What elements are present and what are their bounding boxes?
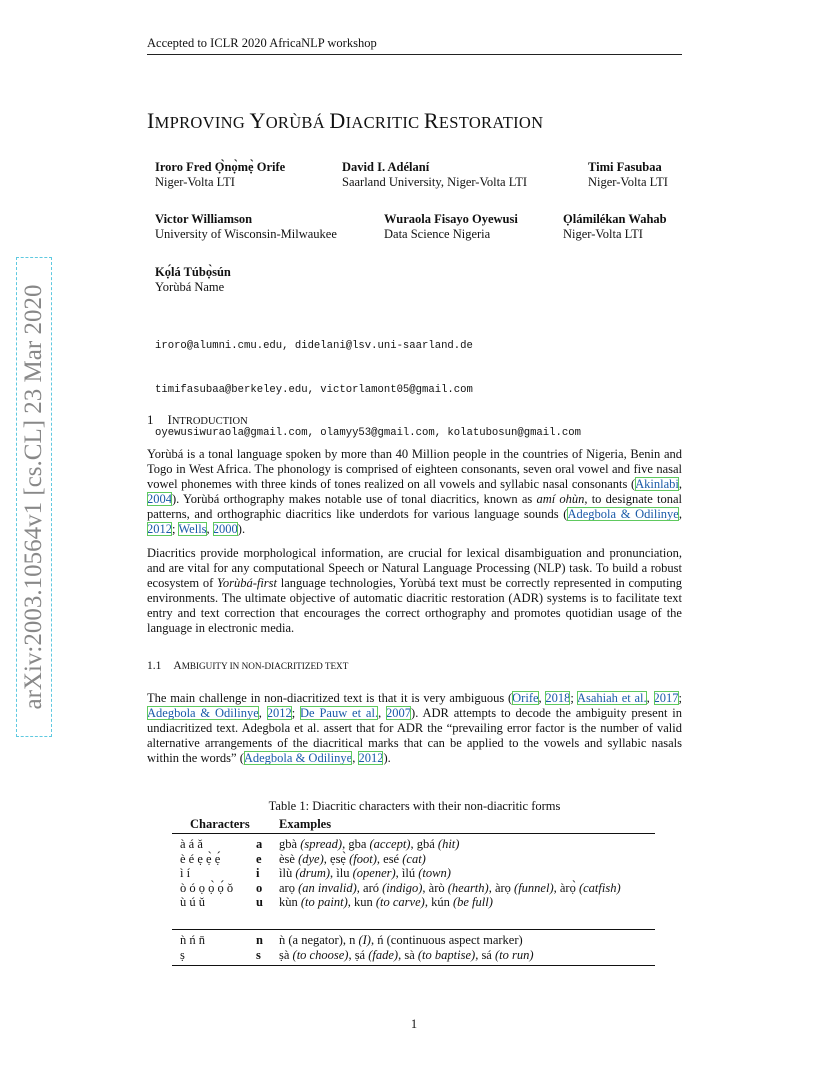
- citation-link[interactable]: Adegbola & Odilinye: [567, 506, 679, 521]
- diacritic-characters: à á ǎ: [180, 837, 203, 851]
- author-name: David I. Adélaní: [342, 160, 430, 174]
- table-rule-mid: [172, 929, 655, 930]
- author-block: [342, 160, 527, 190]
- base-character: s: [256, 947, 261, 962]
- table-row: [180, 933, 660, 948]
- paragraph-intro-1: Yorùbá is a tonal language spoken by more than 40 Million people in the countries of Nigeria, Benin and Togo in West Africa. The phonology is comprised of eighteen consonants, seven oral vowel and five nasal vowel phonemes with three kinds of tones realized on all vowels and syllabic nasal consonants (Akinlabi, 2004). Yorùbá orthography makes notable use of tonal diacritics, known as amí ohùn, to designate tonal patterns, and orthographic diacritics like underdots for various language sounds (Adegbola & Odilinye, 2012; Wells, 2000).: [147, 447, 683, 536]
- author-affiliation: Yorùbá Name: [155, 280, 225, 294]
- author-affiliation: Niger-Volta LTI: [588, 175, 668, 189]
- citation-link[interactable]: Adegbola & Odilinye: [243, 750, 353, 765]
- author-affiliation: Niger-Volta LTI: [155, 175, 235, 189]
- subsection-heading: 1.1 AMBIGUITY IN NON-DIACRITIZED TEXT: [147, 660, 349, 672]
- examples-cell: ṣà (to choose), ṣá (fade), sà (to baptise), sá (to run): [279, 947, 534, 962]
- author-name: Timi Fasubaa: [588, 160, 662, 174]
- author-name: Kọ́lá Túbọ̀sún: [155, 265, 231, 279]
- paper-title: IMPROVING YORÙBÁ DIACRITIC RESTORATION: [147, 108, 544, 133]
- base-character: i: [256, 866, 260, 881]
- table-row: [180, 866, 660, 881]
- examples-cell: gbà (spread), gba (accept), gbá (hit): [279, 837, 460, 851]
- author-block: [588, 160, 668, 190]
- diacritic-characters: ì í: [180, 866, 191, 881]
- author-block: [155, 160, 285, 190]
- citation-link[interactable]: 2012: [266, 705, 292, 720]
- author-name: Iroro Fred Ọ̀nọ̀mẹ̀ Orife: [155, 160, 286, 174]
- citation-link[interactable]: 2012: [358, 750, 384, 765]
- citation-link[interactable]: 2007: [386, 705, 412, 720]
- venue-header: Accepted to ICLR 2020 AfricaNLP workshop: [147, 36, 377, 50]
- author-name: Victor Williamson: [155, 212, 253, 226]
- examples-cell: ǹ (a negator), n (I), ń (continuous aspect marker): [279, 933, 523, 947]
- citation-link[interactable]: 2004: [147, 491, 172, 506]
- author-block: [155, 265, 231, 295]
- table-rule-bottom: [172, 965, 655, 966]
- author-affiliation: Niger-Volta LTI: [563, 227, 643, 241]
- base-character: u: [256, 895, 263, 910]
- base-character: o: [256, 880, 263, 895]
- base-character: n: [256, 933, 263, 947]
- table-row: [180, 837, 660, 852]
- citation-link[interactable]: Adegbola & Odilinye: [147, 705, 259, 720]
- citation-link[interactable]: 2012: [147, 521, 172, 536]
- email-line[interactable]: timifasubaa@berkeley.edu, victorlamont05@gmail.com: [155, 383, 473, 396]
- email-line[interactable]: oyewusiwuraola@gmail.com, olamyy53@gmail.com, kolatubosun@gmail.com: [155, 427, 581, 439]
- citation-link[interactable]: 2000: [212, 521, 238, 536]
- table-header-characters: Characters: [190, 817, 250, 831]
- citation-link[interactable]: Akinlabi: [635, 476, 679, 491]
- diacritic-characters: ǹ ń n̄: [180, 933, 205, 947]
- citation-link[interactable]: Orife: [512, 691, 539, 705]
- author-block: [384, 212, 518, 242]
- author-block: [155, 212, 337, 242]
- examples-cell: arọ (an invalid), aró (indigo), àrò (hearth), àrọ (funnel), àrọ̀ (catfish): [279, 880, 621, 895]
- examples-cell: èsè (dye), ẹsẹ̀ (foot), esé (cat): [279, 851, 426, 866]
- table-rule-top: [172, 833, 655, 834]
- table-row: [180, 948, 660, 963]
- diacritic-characters: ù ú ǔ: [180, 895, 205, 910]
- header-rule: [147, 54, 682, 55]
- author-affiliation: Data Science Nigeria: [384, 227, 491, 241]
- table-row: [180, 895, 660, 910]
- citation-link[interactable]: 2018: [545, 691, 571, 705]
- paragraph-ambiguity: The main challenge in non-diacritized text is that it is very ambiguous (Orife, 2018; Asahiah et al., 2017; Adegbola & Odilinye, 2012; De Pauw et al., 2007). ADR attempts to decode the ambiguity present in undiacritized text. Adegbola et al. assert that for ADR the “prevailing error factor is the number of valid alternative arrangements of the diacritical marks that can be applied to the vowels and syllabic nasals within the words” (Adegbola & Odilinye, 2012).: [147, 691, 682, 765]
- table-header-examples: Examples: [279, 817, 332, 831]
- diacritic-characters: è é ẹ ẹ̀ ẹ́: [180, 851, 221, 866]
- author-block: [563, 212, 667, 242]
- diacritic-characters: ò ó ọ ọ̀ ọ́ ǒ: [180, 880, 234, 895]
- paragraph-intro-2: Diacritics provide morphological information, are crucial for lexical disambiguation and pronunciation, and are vital for any computational Speech or Natural Language Processing (NLP) task. To build a robust ecosystem of Yorùbá-first language technologies, Yorùbá text must be correctly represented in computing environments. The ultimate objective of automatic diacritic restoration (ADR) systems is to facilitate text entry and text correction that encourages the correct orthography and promotes quotidian usage of the language in electronic media.: [147, 546, 682, 635]
- arxiv-stamp[interactable]: arXiv:2003.10564v1 [cs.CL] 23 Mar 2020: [16, 257, 52, 737]
- citation-link[interactable]: De Pauw et al.: [300, 705, 379, 720]
- diacritic-characters: ṣ: [180, 947, 185, 962]
- author-emails: [155, 310, 581, 455]
- table-caption: Table 1: Diacritic characters with their non-diacritic forms: [268, 799, 561, 813]
- table-row: [180, 881, 660, 896]
- citation-link[interactable]: Wells: [178, 521, 207, 536]
- email-line[interactable]: iroro@alumni.cmu.edu, didelani@lsv.uni-saarland.de: [155, 340, 473, 352]
- section-heading: 1 INTRODUCTION: [147, 412, 248, 427]
- citation-link[interactable]: 2017: [653, 691, 679, 705]
- citation-link[interactable]: Asahiah et al.: [576, 691, 647, 705]
- examples-cell: ìlù (drum), ìlu (opener), ìlú (town): [279, 866, 451, 881]
- examples-cell: kùn (to paint), kun (to carve), kún (be full): [279, 895, 493, 910]
- page-number: 1: [410, 1017, 418, 1031]
- base-character: e: [256, 851, 262, 866]
- author-affiliation: University of Wisconsin-Milwaukee: [155, 227, 337, 241]
- author-name: Wuraola Fisayo Oyewusi: [384, 212, 518, 226]
- author-affiliation: Saarland University, Niger-Volta LTI: [342, 175, 528, 189]
- author-name: Ọlámilékan Wahab: [563, 212, 667, 226]
- table-row: [180, 852, 660, 867]
- base-character: a: [256, 837, 263, 851]
